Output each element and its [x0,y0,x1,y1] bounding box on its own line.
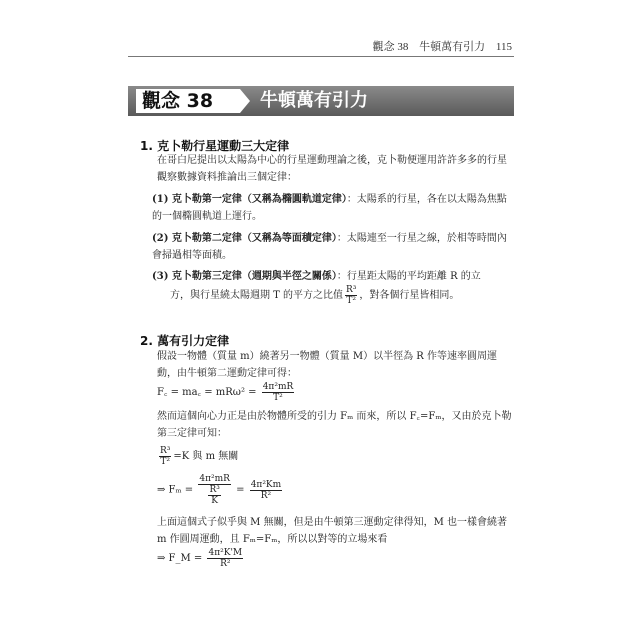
equation-kepler3: $\frac{\text{R³}}{\text{T²}}$ =K 與 m 無關 [160,446,239,467]
section1-heading: 1. 克卜勒行星運動三大定律 [140,139,290,153]
law3-label: (3) 克卜勒第三定律（週期與半徑之關係） [152,271,337,282]
header-concept: 觀念 38 [372,41,409,53]
header-rule [128,56,514,57]
law2-label: (2) 克卜勒第二定律（又稱為等面積定律） [152,233,337,244]
law2-text: ：太陽連至一行星之線，於相等時間內會掃過相等面積。 [152,233,507,261]
law1-text: ：太陽系的行星，各在以太陽為焦點的一個橢圓軌道上運行。 [152,194,507,222]
banner-notch [240,89,250,113]
section2-p2: 然而這個向心力正是由於物體所受的引力 Fₘ 而來，所以 F꜀=Fₘ，又由於克卜勒第三定律可知： [157,411,512,439]
section1-intro: 在哥白尼提出以太陽為中心的行星運動理論之後，克卜勒便運用許許多多的行星觀察數據資料推論出三個定律： [157,155,507,183]
section2-heading: 2. 萬有引力定律 [140,334,230,348]
running-header [0,38,512,54]
banner-tag: 觀念 38 [136,89,240,113]
r3-over-t2: $\frac{\text{R³}}{\text{T²}}$ [346,285,357,306]
law1-label: (1) 克卜勒第一定律（又稱為橢圓軌道定律） [152,194,347,205]
equation-fM: ⇒ F_M = $\frac{\text{4π²K'M}}{\text{R²}}$ [157,548,243,569]
equation-fm: ⇒ Fₘ = $\frac{\text{4π²mR}}{\frac{\text{R³}}{K}}$ = $\frac{\text{4π²Km}}{\text{R²}}$ [157,474,282,506]
page-number: 115 [495,41,512,53]
law2 [152,230,514,264]
law3-text: ：行星距太陽的平均距離 R 的立 [336,271,481,282]
section2-p3: 上面這個式子似乎與 M 無關，但是由牛頓第三運動定律得知，M 也一樣會繞著 m 作圓周運動，且 Fₘ=Fₘ，所以以對等的立場來看 [157,517,508,545]
law1 [152,191,514,225]
section2-p1: 假設一物體（質量 m）繞著另一物體（質量 M）以半徑為 R 作等速率圓周運動，由牛頓第二運動定律可得： [157,351,497,379]
law3-continued: 方，與行星繞太陽週期 T 的平方之比值 $\frac{\text{R³}}{\text{T²}}$ ，對各個行星皆相同。 [170,285,460,306]
concept-banner [128,86,514,116]
banner-title: 牛頓萬有引力 [260,90,368,111]
law3 [152,268,514,306]
header-title: 牛頓萬有引力 [419,41,486,53]
equation-centripetal: F꜀ = ma꜀ = mRω² = $\frac{\text{4π²mR}}{\text{T²}}$ [157,382,294,403]
